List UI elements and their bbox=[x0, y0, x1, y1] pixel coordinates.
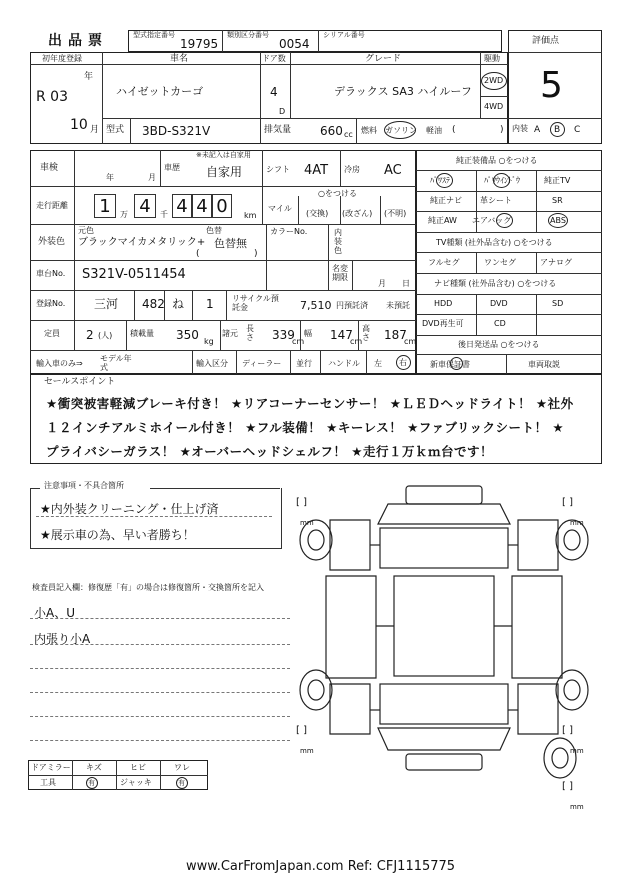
plate-class: 482 bbox=[142, 297, 165, 311]
ac-value: AC bbox=[384, 163, 402, 178]
registration-era: R 03 bbox=[36, 89, 68, 105]
sales-line: ★衝突被害軽減ブレーキ付き！ ★リアコーナーセンサー！ ★ＬＥＤヘッドライト！ ★社外 bbox=[46, 396, 574, 411]
load-value: 350 bbox=[176, 328, 199, 342]
interior-label: 内装 bbox=[512, 124, 528, 133]
car-name: ハイゼットカーゴ bbox=[116, 85, 204, 98]
mileage-digit: 1 bbox=[94, 194, 116, 218]
equip-circle bbox=[493, 173, 510, 188]
width-value: 147 bbox=[330, 328, 353, 342]
mileage-digit: 4 bbox=[172, 194, 192, 218]
serial-label: シリアル番号 bbox=[323, 31, 365, 39]
inspector-line: 小A、U bbox=[34, 606, 75, 620]
tire-bracket-spare: [ ] bbox=[562, 781, 573, 792]
sales-line: １２インチアルミホイール付き！ ★フル装備！ ★キーレス！ ★ファブリックシート！ ★ bbox=[46, 420, 565, 435]
tire-bracket-rear-left: [ ] bbox=[296, 725, 307, 736]
car-name-label: 車名 bbox=[170, 54, 189, 64]
sales-line: プライバシーガラス！ ★オーバーヘッドシェルフ！ ★走行１万ｋｍ台です！ bbox=[46, 444, 493, 459]
notes-label: 注意事項・不具合箇所 bbox=[44, 481, 124, 490]
tire-bracket-front-left: [ ] bbox=[296, 497, 307, 508]
fuel-value: ガソリン bbox=[385, 126, 417, 135]
note-line: ★内外装クリーニング・仕上げ済 bbox=[40, 502, 219, 516]
shift-value: 4AT bbox=[304, 163, 329, 178]
model-value: 3BD-S321V bbox=[142, 124, 211, 138]
note-line: ★展示車の為、早い者勝ち！ bbox=[40, 528, 195, 542]
capacity-value: 2 bbox=[86, 328, 94, 342]
plate-kana: ね bbox=[172, 297, 185, 311]
car-damage-diagram bbox=[296, 480, 592, 800]
length-value: 339 bbox=[272, 328, 295, 342]
displacement-value: 660 bbox=[320, 124, 343, 138]
inspector-label: 検査員記入欄：修復歴「有」の場合は修復箇所・交換箇所を記入 bbox=[32, 583, 264, 592]
category-label: 類別区分番号 bbox=[227, 31, 269, 39]
tire-bracket-front-right: [ ] bbox=[562, 497, 573, 508]
mileage-digit: 0 bbox=[212, 194, 232, 218]
original-color: ブラックマイカメタリック+ bbox=[78, 237, 206, 248]
score-value: 5 bbox=[540, 65, 563, 106]
mileage-digit: 4 bbox=[192, 194, 212, 218]
tire-bracket-rear-right: [ ] bbox=[562, 725, 573, 736]
registration-month: 10 bbox=[70, 117, 88, 133]
model-code-label: 型式指定番号 bbox=[133, 31, 175, 39]
registration-label: 初年度登録 bbox=[42, 54, 82, 63]
sales-label: セールスポイント bbox=[44, 377, 116, 387]
footer-watermark: www.CarFromJapan.com Ref: CFJ1115775 bbox=[186, 859, 456, 874]
grade-label: グレード bbox=[365, 54, 402, 64]
score-label: 評価点 bbox=[532, 36, 560, 46]
doors-label: ドア数 bbox=[262, 54, 286, 63]
model-code-value: 19795 bbox=[180, 37, 219, 51]
interior-b: B bbox=[554, 125, 561, 135]
plate-region: 三河 bbox=[94, 297, 119, 311]
recycle-value: 7,510 bbox=[300, 299, 332, 312]
equip-circle bbox=[496, 213, 513, 228]
doors-value: 4 bbox=[270, 85, 278, 99]
plate-number: 1 bbox=[206, 297, 214, 311]
inspector-line: 内張り小A bbox=[34, 632, 91, 646]
equip-circle bbox=[436, 173, 453, 188]
mileage-digit: 4 bbox=[134, 194, 156, 218]
height-value: 187 bbox=[384, 328, 407, 342]
category-value: 0054 bbox=[279, 37, 310, 51]
later-selected-circle bbox=[450, 357, 463, 370]
usage-value: 自家用 bbox=[206, 165, 243, 179]
drive-4wd: 4WD bbox=[484, 102, 504, 111]
chassis-value: S321V-0511454 bbox=[82, 267, 186, 282]
interior-a: A bbox=[534, 125, 541, 135]
equip-circle bbox=[548, 213, 568, 228]
color-change: 色替無 bbox=[214, 237, 247, 250]
form-title: 出品票 bbox=[48, 33, 108, 49]
grade-value: デラックス SA3 ハイルーフ bbox=[334, 85, 472, 98]
interior-c: C bbox=[574, 125, 581, 135]
drive-2wd: 2WD bbox=[484, 76, 504, 85]
